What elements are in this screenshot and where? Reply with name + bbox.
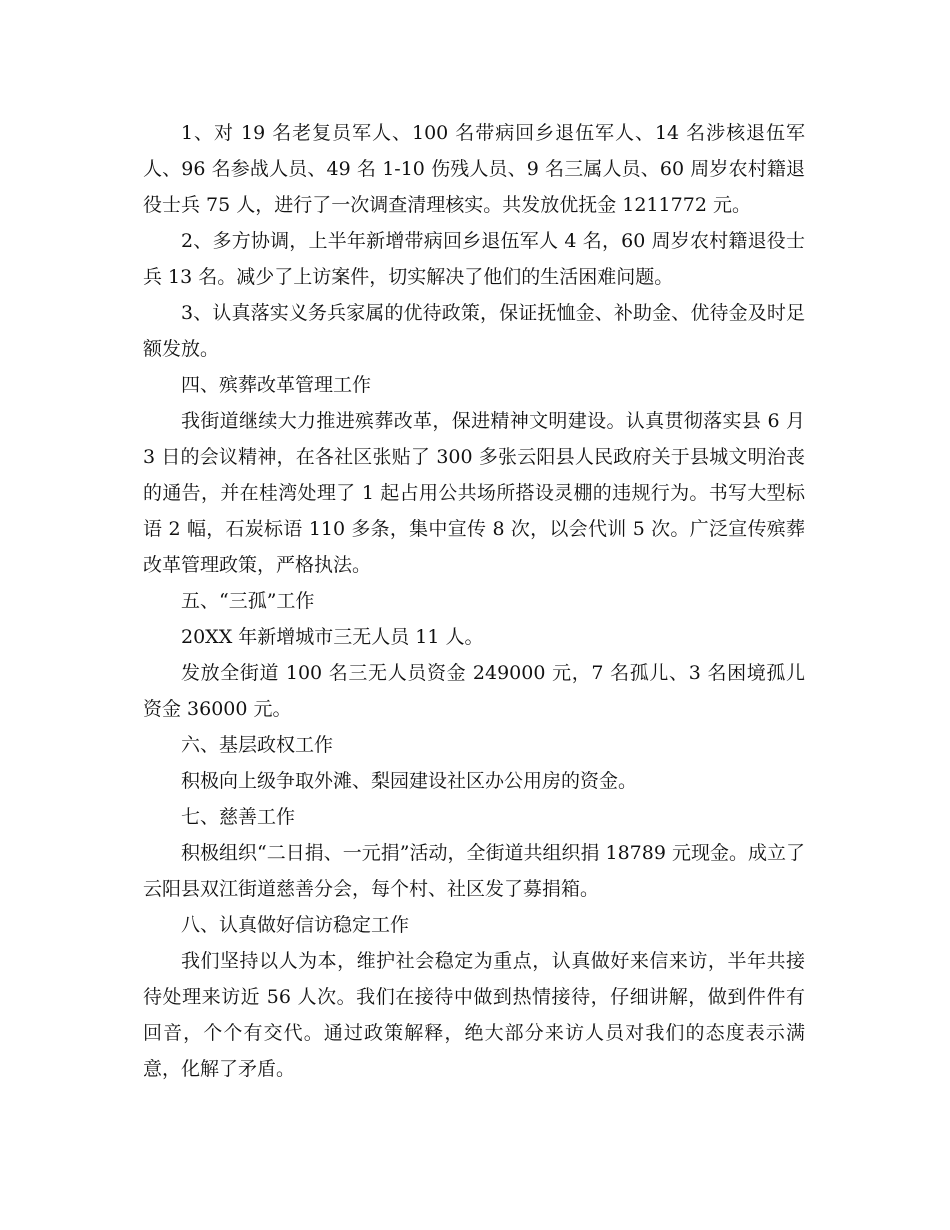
paragraph-item-1-veterans-verification: 1、对 19 名老复员军人、100 名带病回乡退伍军人、14 名涉核退伍军人、96 名参战人员、49 名 1-10 伤残人员、9 名三属人员、60 周岁农村籍退役士兵 75 人，进行了一次调查清理核实。共发放优抚金 1211772 元。 (143, 122, 805, 216)
paragraph-funds-distribution: 发放全街道 100 名三无人员资金 249000 元，7 名孤儿、3 名困境孤儿资金 36000 元。 (143, 662, 805, 720)
section-heading-grassroots-government: 六、基层政权工作 (181, 734, 334, 756)
paragraph-item-2-coordination: 2、多方协调，上半年新增带病回乡退伍军人 4 名，60 周岁农村籍退役士兵 13 名。减少了上访案件，切实解决了他们的生活困难问题。 (143, 230, 805, 288)
document-body (143, 115, 805, 1087)
section-heading-three-orphans: 五、“三孤”工作 (181, 590, 315, 612)
section-heading-charity: 七、慈善工作 (181, 806, 296, 828)
paragraph-new-three-no-persons: 20XX 年新增城市三无人员 11 人。 (181, 626, 484, 648)
paragraph-charity: 积极组织“二日捐、一元捐”活动，全街道共组织捐 18789 元现金。成立了云阳县双江街道慈善分会，每个村、社区发了募捐箱。 (143, 842, 805, 900)
section-heading-funeral-reform: 四、殡葬改革管理工作 (181, 374, 372, 396)
paragraph-item-3-family-policy: 3、认真落实义务兵家属的优待政策，保证抚恤金、补助金、优待金及时足额发放。 (143, 302, 805, 360)
paragraph-grassroots-government: 积极向上级争取外滩、梨园建设社区办公用房的资金。 (181, 770, 638, 792)
section-heading-petitions: 八、认真做好信访稳定工作 (181, 914, 410, 936)
paragraph-petitions: 我们坚持以人为本，维护社会稳定为重点，认真做好来信来访，半年共接待处理来访近 56 人次。我们在接待中做到热情接待，仔细讲解，做到件件有回音，个个有交代。通过政策解释，绝大部分来访人员对我们的态度表示满意，化解了矛盾。 (143, 950, 805, 1080)
paragraph-funeral-reform: 我街道继续大力推进殡葬改革，保进精神文明建设。认真贯彻落实县 6 月 3 日的会议精神，在各社区张贴了 300 多张云阳县人民政府关于县城文明治丧的通告，并在桂湾处理了 1 起占用公共场所搭设灵棚的违规行为。书写大型标语 2 幅，石炭标语 110 多条，集中宣传 8 次，以会代训 5 次。广泛宣传殡葬改革管理政策，严格执法。 (143, 410, 805, 576)
